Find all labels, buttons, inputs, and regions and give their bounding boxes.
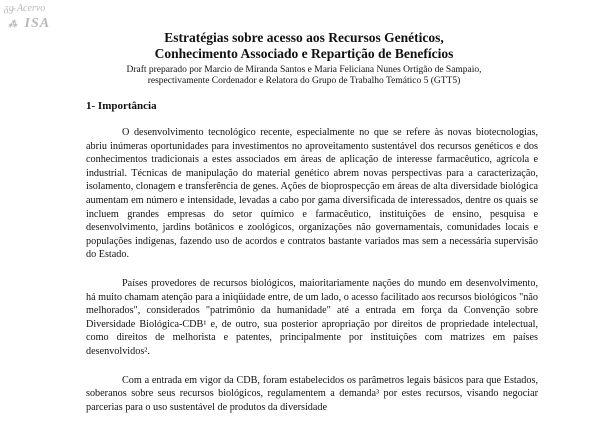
paragraph-3: Com a entrada em vigor da CDB, foram estabelecidos os parâmetros legais básicos para que Estados, soberanos sobre seus recursos biológicos, regulamentem a demanda³ por estes recursos, visando negociar parcerias para o uso sustentável de produtos da diversidade [86,374,538,413]
section-heading: 1- Importância [86,100,157,112]
document-title-line-1: Estratégias sobre acesso aos Recursos Genéticos, [164,30,444,45]
document-header [0,30,608,87]
watermark-logo-mark: ᵹᶃ [4,3,15,14]
watermark-isa-text: ⁂ ISA [8,16,51,31]
acervo-isa-watermark [4,3,64,33]
document-title-line-2: Conhecimento Associado e Repartição de Benefícios [154,46,454,61]
watermark-acervo-text: ᵹᶃ Acervo [4,3,46,14]
document-byline-line-2: respectivamente Cordenador e Relatora do Grupo de Trabalho Temático 5 (GTT5) [147,76,461,86]
document-byline-line-1: Draft preparado por Marcio de Miranda Santos e Maria Feliciana Nunes Ortigão de Sampaio, [126,65,482,75]
watermark-logo-mark-2: ⁂ [8,19,18,29]
paragraph-1: O desenvolvimento tecnológico recente, especialmente no que se refere às novas biotecnologias, abriu inúmeras oportunidades para investimentos no aproveitamento sustentável dos recursos genéticos e dos conhecimentos tradicionais a estes associados em áreas de aplicação de interesse farmacêutico, agrícola e industrial. Técnicas de manipulação do material genético abrem novas perspectivas para a caracterização, isolamento, clonagem e transferência de genes. Ações de bioprospecção em áreas de alta diversidade biológica aumentam em número e intensidade, levadas a cabo por gama diversificada de interessados, dentre os quais se incluem grandes empresas do setor químico e farmacêutico, instituições de ensino, pesquisa e desenvolvimento, jardins botânicos e zoológicos, organizações não governamentais, comunidades locais e populações indígenas, fazendo uso de acordos e contratos bastante variados mas sem a necessária supervisão do Estado. [86,127,538,261]
paragraph-2: Países provedores de recursos biológicos, maioritariamente nações do mundo em desenvolvimento, há muito chamam atenção para a iniqüidade entre, de um lado, o acesso facilitado aos recursos biológicos "não melhorados", considerados "patrimônio da humanidade" até a entrada em força da Convenção sobre Diversidade Biológica-CDB¹ e, de outro, sua posterior apropriação por direitos de propriedade intelectual, como direitos de melhorista e patentes, principalmente por instituições com matrizes em países desenvolvidos². [86,277,538,357]
document-body [86,126,538,429]
